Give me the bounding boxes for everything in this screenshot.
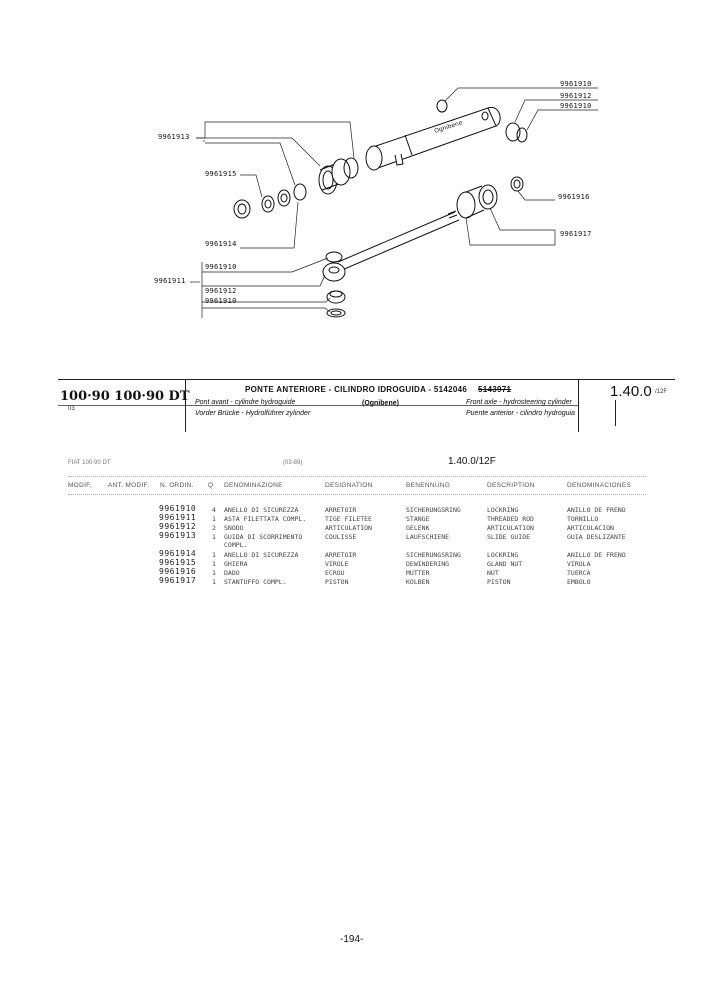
part-number: 9961910 [159,504,197,513]
desc-it: GUIDA DI SCORRIMENTO [224,533,303,541]
callout-9961917: 9961917 [560,230,592,238]
desc-de: SICHERUNGSRING [406,506,461,514]
desc-it: GHIERA [224,560,248,568]
title-es: Puente anterior - cilindro hydroguia [466,410,575,417]
table-date: (03-89) [283,460,303,466]
desc-de: MUTTER [406,569,430,577]
desc-en: PISTON [487,578,511,586]
quantity: 2 [212,524,216,532]
col-denominaciones: DENOMINACIONES [567,482,632,489]
desc-it-cont: COMPL. [224,541,248,549]
section-code: 1.40.0 [610,383,652,400]
part-number: 9961912 [159,522,197,531]
desc-en: THREADED ROD [487,515,534,523]
callout-9961913: 9961913 [158,133,190,141]
col-ant-modif: ANT. MODIF. [108,482,150,489]
desc-it: ANELLO DI SICUREZZA [224,551,299,559]
desc-en: NUT [487,569,499,577]
desc-fr: ARRETOIR [325,551,357,559]
callout-9961911: 9961911 [154,277,186,285]
col-designation: DESIGNATION [325,482,373,489]
section-code-sub: /12F [655,389,668,395]
nut-icon [511,177,523,191]
desc-fr: ARRETOIR [325,506,357,514]
desc-en: ARTICULATION [487,524,534,532]
desc-es: ARTICULACION [567,524,614,532]
desc-es: ANILLO DE FRENO [567,551,626,559]
quantity: 1 [212,560,216,568]
quantity: 1 [212,551,216,559]
callout-9961910-bottom2: 9961910 [205,297,237,305]
title-de: Vorder Brücke - Hydrolführer zylinder [195,410,311,417]
desc-en: SLIDE GUIDE [487,533,531,541]
callout-9961910-top: 9961910 [560,80,592,88]
gland-nut-icon [234,200,250,218]
desc-fr: VIROLE [325,560,349,568]
threaded-rod-icon [338,212,459,270]
part-number: 9961917 [159,576,197,585]
lockring-small-icon [294,184,306,200]
col-description: DESCRIPTION [487,482,535,489]
quantity: 4 [212,506,216,514]
col-denominazione: DENOMINAZIONE [224,482,283,489]
desc-it: ASTA FILETTATA COMPL. [224,515,307,523]
page-title: PONTE ANTERIORE - CILINDRO IDROGUIDA - 5142046 [245,385,468,394]
desc-fr: ECROU [325,569,345,577]
desc-it: SNODO [224,524,244,532]
desc-it: DADO [224,569,240,577]
desc-de: DEWINDERING [406,560,450,568]
desc-en: LOCKRING [487,506,519,514]
desc-en: GLAND NUT [487,560,523,568]
cylinder-brand-label: Ognibene [433,119,464,135]
part-number: 9961913 [159,531,197,540]
desc-de: GELENK [406,524,430,532]
desc-de: SICHERUNGSRING [406,551,461,559]
lockring-icon [437,100,447,112]
desc-fr: TIGE FILETEE [325,515,372,523]
callout-9961916: 9961916 [558,193,590,201]
desc-es: EMBOLO [567,578,591,586]
desc-es: TORNILLO [567,515,599,523]
desc-fr: PISTON [325,578,349,586]
desc-en: LOCKRING [487,551,519,559]
desc-de: LAUFSCHIENE [406,533,450,541]
model-numbers: 100·90 100·90 DT [60,389,190,404]
quantity: 1 [212,533,216,541]
desc-es: ANILLO DE FRENO [567,506,626,514]
quantity: 1 [212,515,216,523]
table-fiat: FIAT 100-90 DT [68,460,111,466]
desc-es: GUIA DESLIZANTE [567,533,626,541]
quantity: 1 [212,569,216,577]
page-title-old: 5143971 [478,385,512,394]
callout-9961914: 9961914 [205,240,237,248]
desc-fr: COULISSE [325,533,357,541]
callout-9961910-top2: 9961910 [560,102,592,110]
title-en: Front axle - hydrosteering cylinder [466,399,572,406]
col-benennung: BENENNUNG [406,482,451,489]
desc-it: ANELLO DI SICUREZZA [224,506,299,514]
part-number: 9961914 [159,549,197,558]
desc-fr: ARTICULATION [325,524,372,532]
desc-de: STANGE [406,515,430,523]
model-sub: 03 [68,406,75,412]
desc-es: VIROLA [567,560,591,568]
desc-it: STANTUFFO COMPL. [224,578,287,586]
page-number: -194- [340,934,364,945]
part-number: 9961916 [159,567,197,576]
manufacturer: (Ognibene) [362,400,399,407]
callout-9961910-bottom: 9961910 [205,263,237,271]
col-q: Q [208,482,214,489]
callout-9961912-bottom: 9961912 [205,287,237,295]
desc-de: KOLBEN [406,578,430,586]
exploded-diagram [0,0,707,360]
callout-9961915: 9961915 [205,170,237,178]
col-modif: MODIF. [68,482,92,489]
table-ref: 1.40.0/12F [448,456,496,467]
desc-es: TUERCA [567,569,591,577]
part-number: 9961915 [159,558,197,567]
quantity: 1 [212,578,216,586]
col-n-ordin: N. ORDIN. [160,482,194,489]
title-fr: Pont avant - cylindre hydroguide [195,399,296,406]
cylinder-barrel [366,107,500,170]
callout-9961912-top: 9961912 [560,92,592,100]
part-number: 9961911 [159,513,197,522]
piston-icon [457,192,475,218]
